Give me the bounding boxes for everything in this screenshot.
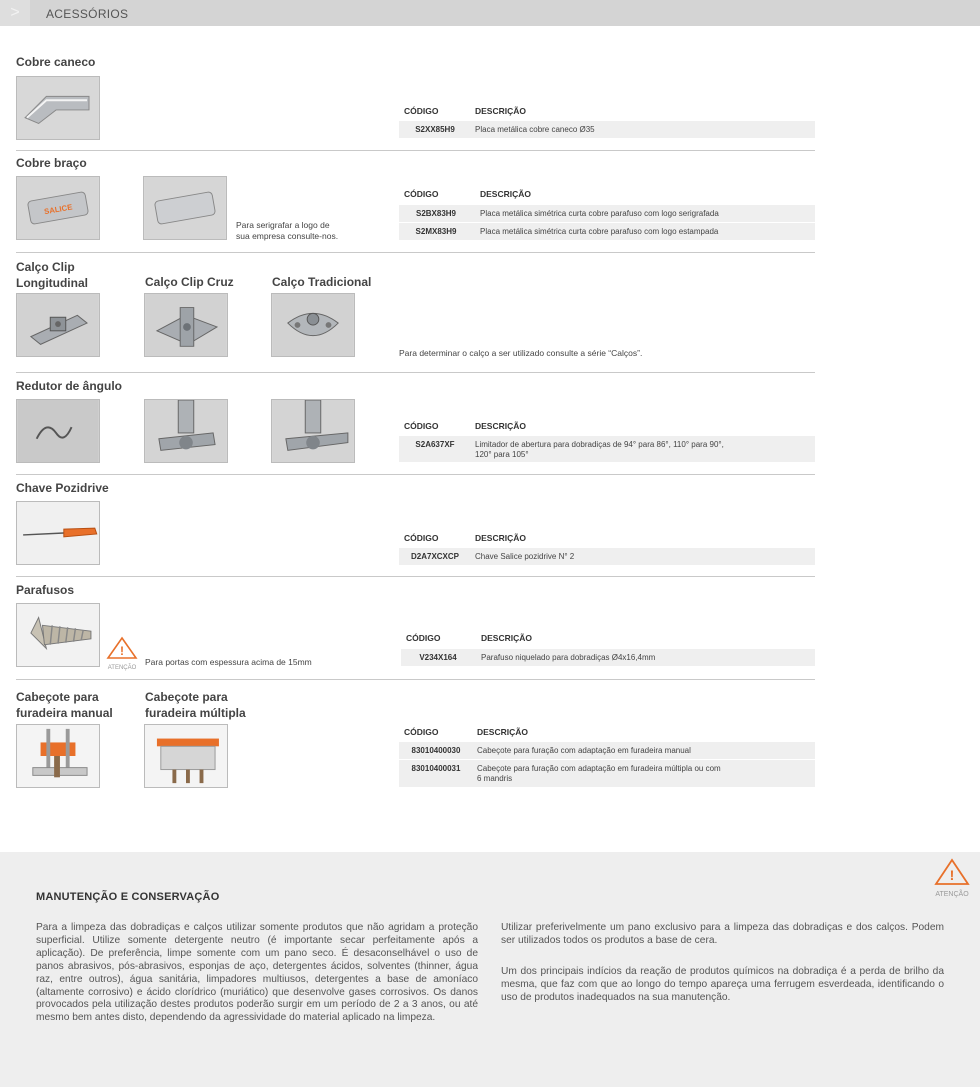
divider: [16, 372, 815, 373]
title-line: Longitudinal: [16, 276, 88, 290]
description-line: 120° para 105°: [475, 450, 529, 459]
product-description: Cabeçote para furação com adaptação em furadeira manual: [477, 746, 691, 755]
title-line: Calço Clip: [16, 260, 75, 274]
product-code: V234X164: [419, 653, 457, 662]
chave-pozidrive-title: Chave Pozidrive: [16, 481, 109, 495]
chave-pozidrive-image: [16, 501, 100, 565]
table-row: [399, 760, 815, 787]
calco-clip-cruz-image: [144, 293, 228, 357]
divider: [16, 576, 815, 577]
table-row: [399, 436, 815, 462]
code-header: CÓDIGO: [404, 106, 439, 116]
description-header: DESCRIÇÃO: [475, 533, 527, 543]
calco-clip-longitudinal-title: [16, 259, 88, 291]
cobre-braco-logo-image: [16, 176, 100, 240]
attention-warning: [934, 858, 970, 898]
table-row: [399, 742, 815, 759]
title-line: furadeira múltipla: [145, 706, 246, 720]
product-code: S2MX83H9: [415, 227, 457, 236]
table-row: [401, 649, 815, 666]
cabecote-manual-image: [16, 724, 100, 788]
maintenance-column-2-paragraph-1: Utilizar preferivelmente um pano exclusivo para a limpeza das dobradiças e dos calços. Podem ser utilizados todos os produtos a base de cera.: [501, 922, 944, 946]
title-line: Cabeçote para: [145, 690, 228, 704]
divider: [16, 252, 815, 253]
cobre-braco-plain-image: [143, 176, 227, 240]
description-header: DESCRIÇÃO: [481, 633, 533, 643]
code-header: CÓDIGO: [404, 189, 439, 199]
calco-tradicional-title: Calço Tradicional: [272, 275, 372, 289]
cobre-caneco-image: [16, 76, 100, 140]
cabecote-table: [399, 725, 815, 789]
attention-warning: [106, 636, 138, 671]
parafuso-image: [16, 603, 100, 667]
product-description: Placa metálica cobre caneco Ø35: [475, 125, 595, 134]
note-line: sua empresa consulte-nos.: [236, 231, 339, 241]
product-description: Placa metálica simétrica curta cobre parafuso com logo estampada: [480, 227, 719, 236]
cabecote-multipla-image: [144, 724, 228, 788]
cobre-braco-table: [399, 187, 815, 241]
code-header: CÓDIGO: [404, 727, 439, 737]
cabecote-multipla-title: [145, 689, 246, 721]
warning-triangle-icon: [934, 858, 970, 886]
product-code: 83010400031: [411, 764, 461, 773]
parafusos-title: Parafusos: [16, 583, 75, 597]
description-line: Cabeçote para furação com adaptação em furadeira múltipla ou com: [477, 764, 721, 773]
product-description: Parafuso niquelado para dobradiças Ø4x16,4mm: [481, 653, 656, 662]
product-description: Placa metálica simétrica curta cobre parafuso com logo serigrafada: [480, 209, 719, 218]
section-title: ACESSÓRIOS: [46, 7, 129, 21]
calco-tradicional-image: [271, 293, 355, 357]
redutor-hinge-image-2: [271, 399, 355, 463]
salice-logo-text: SALICE: [43, 202, 74, 217]
description-header: DESCRIÇÃO: [475, 106, 527, 116]
table-row: [399, 223, 815, 240]
table-row: [399, 121, 815, 138]
product-code: S2A637XF: [415, 440, 455, 449]
description-line: Limitador de abertura para dobradiças de 94° para 86°, 110° para 90°,: [475, 440, 724, 449]
product-description: [477, 764, 721, 784]
parafusos-table: [401, 631, 815, 667]
chave-table: [399, 531, 815, 567]
warning-triangle-icon: [106, 636, 138, 660]
redutor-angulo-title: Redutor de ângulo: [16, 379, 122, 393]
table-row: [399, 548, 815, 565]
divider: [16, 679, 815, 680]
section-header: [0, 0, 980, 26]
description-line: 6 mandris: [477, 774, 513, 783]
title-line: Cabeçote para: [16, 690, 99, 704]
description-header: DESCRIÇÃO: [477, 727, 529, 737]
calco-clip-longitudinal-image: [16, 293, 100, 357]
cabecote-manual-title: [16, 689, 113, 721]
table-row: [399, 205, 815, 222]
maintenance-title: MANUTENÇÃO E CONSERVAÇÃO: [36, 891, 220, 903]
cobre-caneco-title: Cobre caneco: [16, 55, 96, 69]
attention-label: ATENÇÃO: [107, 665, 137, 671]
maintenance-column-2-paragraph-2: Um dos principais indícios da reação de produtos químicos na dobradiça é a perda de brilho da mesma, que faz com que ao longo do tempo apareça uma ferrugem esverdeada, identificando o uso de produtos inadequados na sua manutenção.: [501, 966, 944, 1003]
chevron-right-icon[interactable]: >: [0, 0, 30, 26]
code-header: CÓDIGO: [406, 633, 441, 643]
redutor-hinge-image-1: [144, 399, 228, 463]
divider: [16, 150, 815, 151]
product-code: S2BX83H9: [415, 209, 457, 218]
svg-text:!: !: [949, 867, 955, 883]
product-code: S2XX85H9: [415, 125, 455, 134]
svg-text:!: !: [120, 644, 124, 658]
description-header: DESCRIÇÃO: [480, 189, 532, 199]
product-code: D2A7XCXCP: [410, 552, 459, 561]
product-description: Chave Salice pozidrive N° 2: [475, 552, 575, 561]
cobre-caneco-table: [399, 104, 815, 140]
attention-label: ATENÇÃO: [935, 891, 969, 898]
code-header: CÓDIGO: [404, 533, 439, 543]
calco-clip-cruz-title: Calço Clip Cruz: [145, 275, 234, 289]
description-header: DESCRIÇÃO: [475, 421, 527, 431]
product-description: [475, 440, 724, 460]
redutor-table: [399, 419, 815, 465]
cobre-braco-note: [236, 220, 338, 242]
note-line: Para serigrafar a logo de: [236, 220, 330, 230]
calcos-note: Para determinar o calço a ser utilizado consulte a série “Calços”.: [399, 348, 643, 358]
redutor-clip-image: [16, 399, 100, 463]
title-line: furadeira manual: [16, 706, 113, 720]
divider: [16, 474, 815, 475]
maintenance-column-1: Para a limpeza das dobradiças e calços utilizar somente produtos que não agridam a proteção superficial. Utilize somente detergente neutro (é importante secar perfeitamente após a aplicação). De preferência, limpe somente com um pano seco. É desaconselhável o uso de panos abrasivos, pós-abrasivos, esponjas de aço, detergentes ácidos, solventes (thinner, água raz, entre outros), água sanitária, limpadores multiusos, detergentes a base de amoníaco (altamente corrosivo) e ácido clorídrico (muriático) que desenvolve gases corrosivos. Os danos provocados pela utilização destes produtos poderão surgir em um período de 2 a 3 anos, ou até mesmo bem antes disto, dependendo da agressividade do material aplicado na limpeza.: [36, 922, 478, 1024]
parafusos-note: Para portas com espessura acima de 15mm: [145, 657, 312, 667]
code-header: CÓDIGO: [404, 421, 439, 431]
cobre-braco-title: Cobre braço: [16, 156, 87, 170]
product-code: 83010400030: [411, 746, 461, 755]
